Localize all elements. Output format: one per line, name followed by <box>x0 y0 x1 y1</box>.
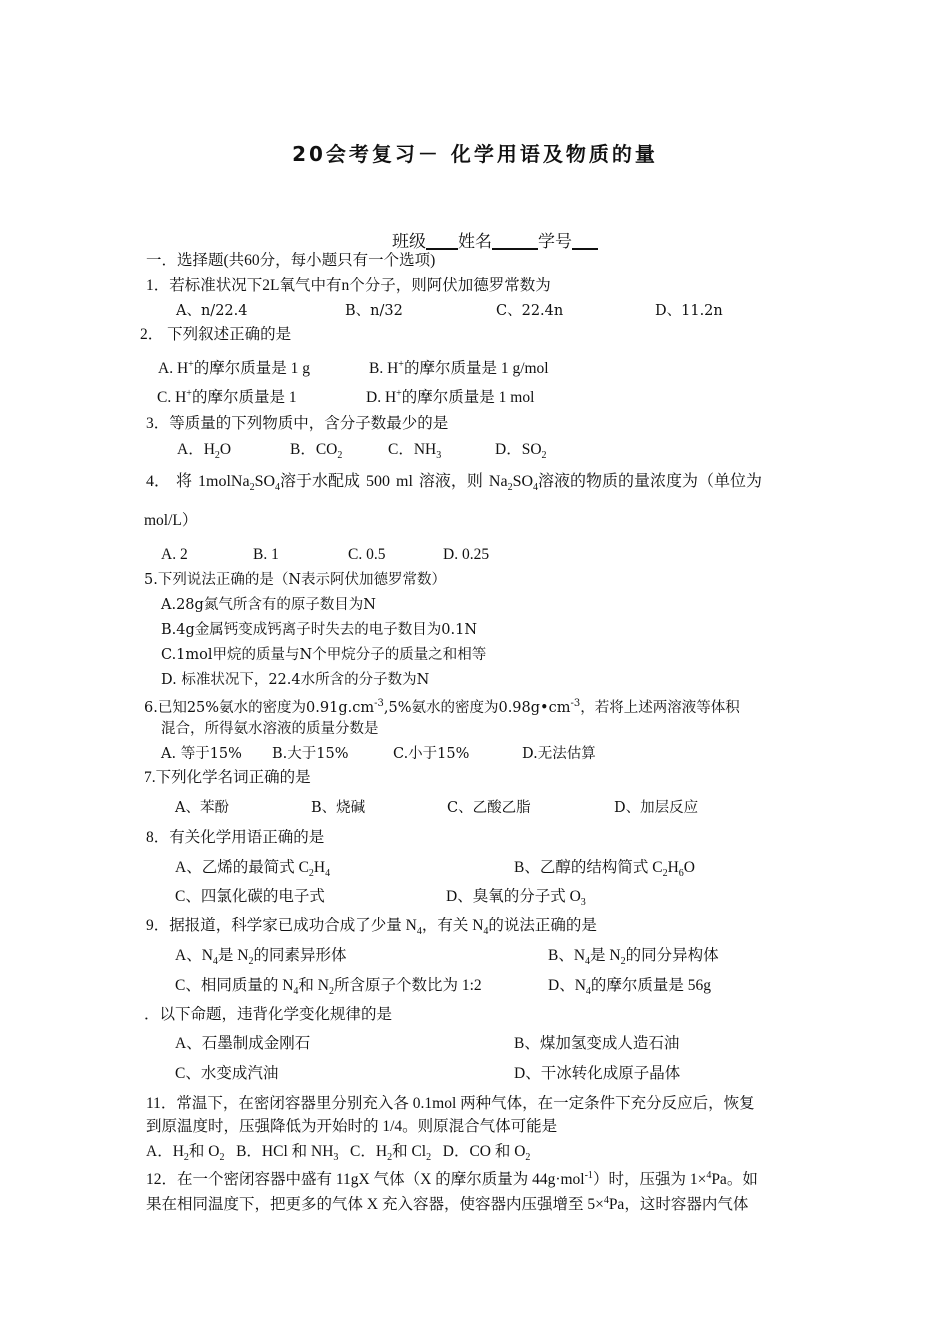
question-1-option-a: A、n/22.4 <box>176 303 248 319</box>
question-5-stem: 5.下列说法正确的是（N表示阿伏加德罗常数） <box>144 572 447 588</box>
question-5-option-d: D. 标准状况下，22.4水所含的分子数为N <box>161 672 430 688</box>
question-11-option-d: D．CO 和 $O_2$ <box>442 1143 531 1164</box>
question-9-option-b: B、$N_4$是 $N_2$的同分异构体 <box>548 947 719 968</box>
class-label: 班级 <box>392 232 426 251</box>
question-1-option-d: D、11.2n <box>655 303 723 319</box>
id-blank <box>572 232 598 250</box>
id-label: 学号 <box>538 232 572 251</box>
question-8-option-a: A、乙烯的最简式 $C_2H_4$ <box>175 859 331 880</box>
question-10-option-b: B、煤加氢变成人造石油 <box>514 1035 680 1052</box>
question-9-stem: 9．据报道，科学家已成功合成了少量 $N_4$，有关 $N_4$的说法正确的是 <box>146 917 597 938</box>
page-title: 20会考复习－ 化学用语及物质的量 <box>292 142 658 166</box>
question-9-option-c: C、相同质量的 $N_4$和 $N_2$所含原子个数比为 1:2 <box>175 977 482 998</box>
question-6-option-d: D.无法估算 <box>522 746 596 762</box>
class-blank <box>426 232 458 250</box>
question-4-option-a: A. 2 <box>161 546 188 563</box>
question-8-option-b: B、乙醇的结构简式 $C_2H_6O$ <box>514 859 695 880</box>
question-8-stem: 8．有关化学用语正确的是 <box>146 829 325 846</box>
question-10-option-d: D、干冰转化成原子晶体 <box>514 1065 681 1082</box>
question-6-option-a: A. 等于15% <box>161 746 242 762</box>
question-2-option-a: A. H+的摩尔质量是 1 g <box>158 359 311 378</box>
question-3-option-c: C．$NH_3$ <box>388 441 442 462</box>
question-11-stem-cont: 到原温度时，压强降低为开始时的 1/4。则原混合气体可能是 <box>146 1118 558 1135</box>
question-1-stem: 1．若标准状况下2L氧气中有n个分子，则阿伏加德罗常数为 <box>146 277 551 294</box>
question-3-stem: 3．等质量的下列物质中，含分子数最少的是 <box>146 415 449 432</box>
question-2-option-b: B. H+的摩尔质量是 1 g/mol <box>369 359 549 378</box>
name-blank <box>492 232 538 250</box>
question-5-option-b: B.4g金属钙变成钙离子时失去的电子数目为0.1N <box>161 622 478 638</box>
question-7-option-b: B、烧碱 <box>311 800 366 816</box>
question-12-stem-cont: 果在相同温度下，把更多的气体 X 充入容器，使容器内压强增至 5×$^4$Pa，这时容器内气体 <box>146 1195 749 1214</box>
question-4-stem: 4． 将 $1molNa_2SO_4$溶于水配成 500 ml 溶液，则 $Na_2SO_4$溶液的物质的量浓度为（单位为 <box>146 473 763 494</box>
question-10-stem: ．以下命题，违背化学变化规律的是 <box>144 1006 393 1023</box>
question-8-option-d: D、臭氧的分子式 $O_3$ <box>446 888 586 909</box>
question-1-option-b: B、n/32 <box>345 303 403 319</box>
question-3-option-a: A．$H_2O$ <box>177 441 232 462</box>
question-11-options <box>146 1142 530 1168</box>
question-6-option-c: C.小于15% <box>393 746 470 762</box>
question-4-option-d: D. 0.25 <box>443 546 490 563</box>
question-11-option-c: C．$H_2$和 $Cl_2$ <box>350 1143 432 1164</box>
question-5-option-c: C.1mol甲烷的质量与N个甲烷分子的质量之和相等 <box>161 647 487 663</box>
question-6-stem: 6.已知25%氨水的密度为$0.91g.cm^{-3},5\%$氨水的密度为$0.98g•cm^{-3}$，若将上述两溶液等体积 <box>144 698 740 716</box>
question-3-option-d: D．$SO_2$ <box>495 441 547 462</box>
question-4-stem-cont: mol/L） <box>144 512 198 529</box>
question-11-option-a: A．$H_2$和 $O_2$ <box>146 1143 225 1164</box>
question-2-option-d: D. H+的摩尔质量是 1 mol <box>366 388 535 407</box>
question-6-option-b: B.大于15% <box>272 746 349 762</box>
question-4-option-c: C. 0.5 <box>348 546 386 563</box>
name-label: 姓名 <box>458 232 492 251</box>
question-9-option-d: D、$N_4$的摩尔质量是 56g <box>548 977 712 998</box>
question-12-stem: 12．在一个密闭容器中盛有 11gX 气体（X 的摩尔质量为 44g·mol$^{-1}$）时，压强为 1×$^4$Pa。如 <box>146 1170 758 1189</box>
question-6-stem-cont: 混合，所得氨水溶液的质量分数是 <box>161 721 379 737</box>
question-7-stem: 7.下列化学名词正确的是 <box>144 769 311 786</box>
question-4-option-b: B. 1 <box>253 546 279 563</box>
question-8-option-c: C、四氯化碳的电子式 <box>175 888 325 905</box>
question-2-stem: 2． 下列叙述正确的是 <box>140 326 292 343</box>
question-2-option-c: C. H+的摩尔质量是 1 <box>157 388 297 407</box>
question-9-option-a: A、$N_4$是 $N_2$的同素异形体 <box>175 947 347 968</box>
question-7-option-a: A、苯酚 <box>175 800 229 816</box>
question-5-option-a: A.28g氮气所含有的原子数目为N <box>161 597 376 613</box>
question-3-option-b: B．$CO_2$ <box>290 441 343 462</box>
section-heading: 一．选择题(共60分，每小题只有一个选项) <box>146 252 436 269</box>
question-10-option-a: A、石墨制成金刚石 <box>175 1035 311 1052</box>
question-11-stem: 11．常温下，在密闭容器里分别充入各 0.1mol 两种气体，在一定条件下充分反应后，恢复 <box>146 1095 755 1112</box>
question-10-option-c: C、水变成汽油 <box>175 1065 279 1082</box>
question-7-option-d: D、加层反应 <box>614 800 699 816</box>
question-11-option-b: B．HCl 和 $NH_3$ <box>236 1143 339 1164</box>
student-info-line <box>392 227 598 252</box>
question-1-option-c: C、22.4n <box>496 303 564 319</box>
question-7-option-c: C、乙酸乙脂 <box>447 800 531 816</box>
